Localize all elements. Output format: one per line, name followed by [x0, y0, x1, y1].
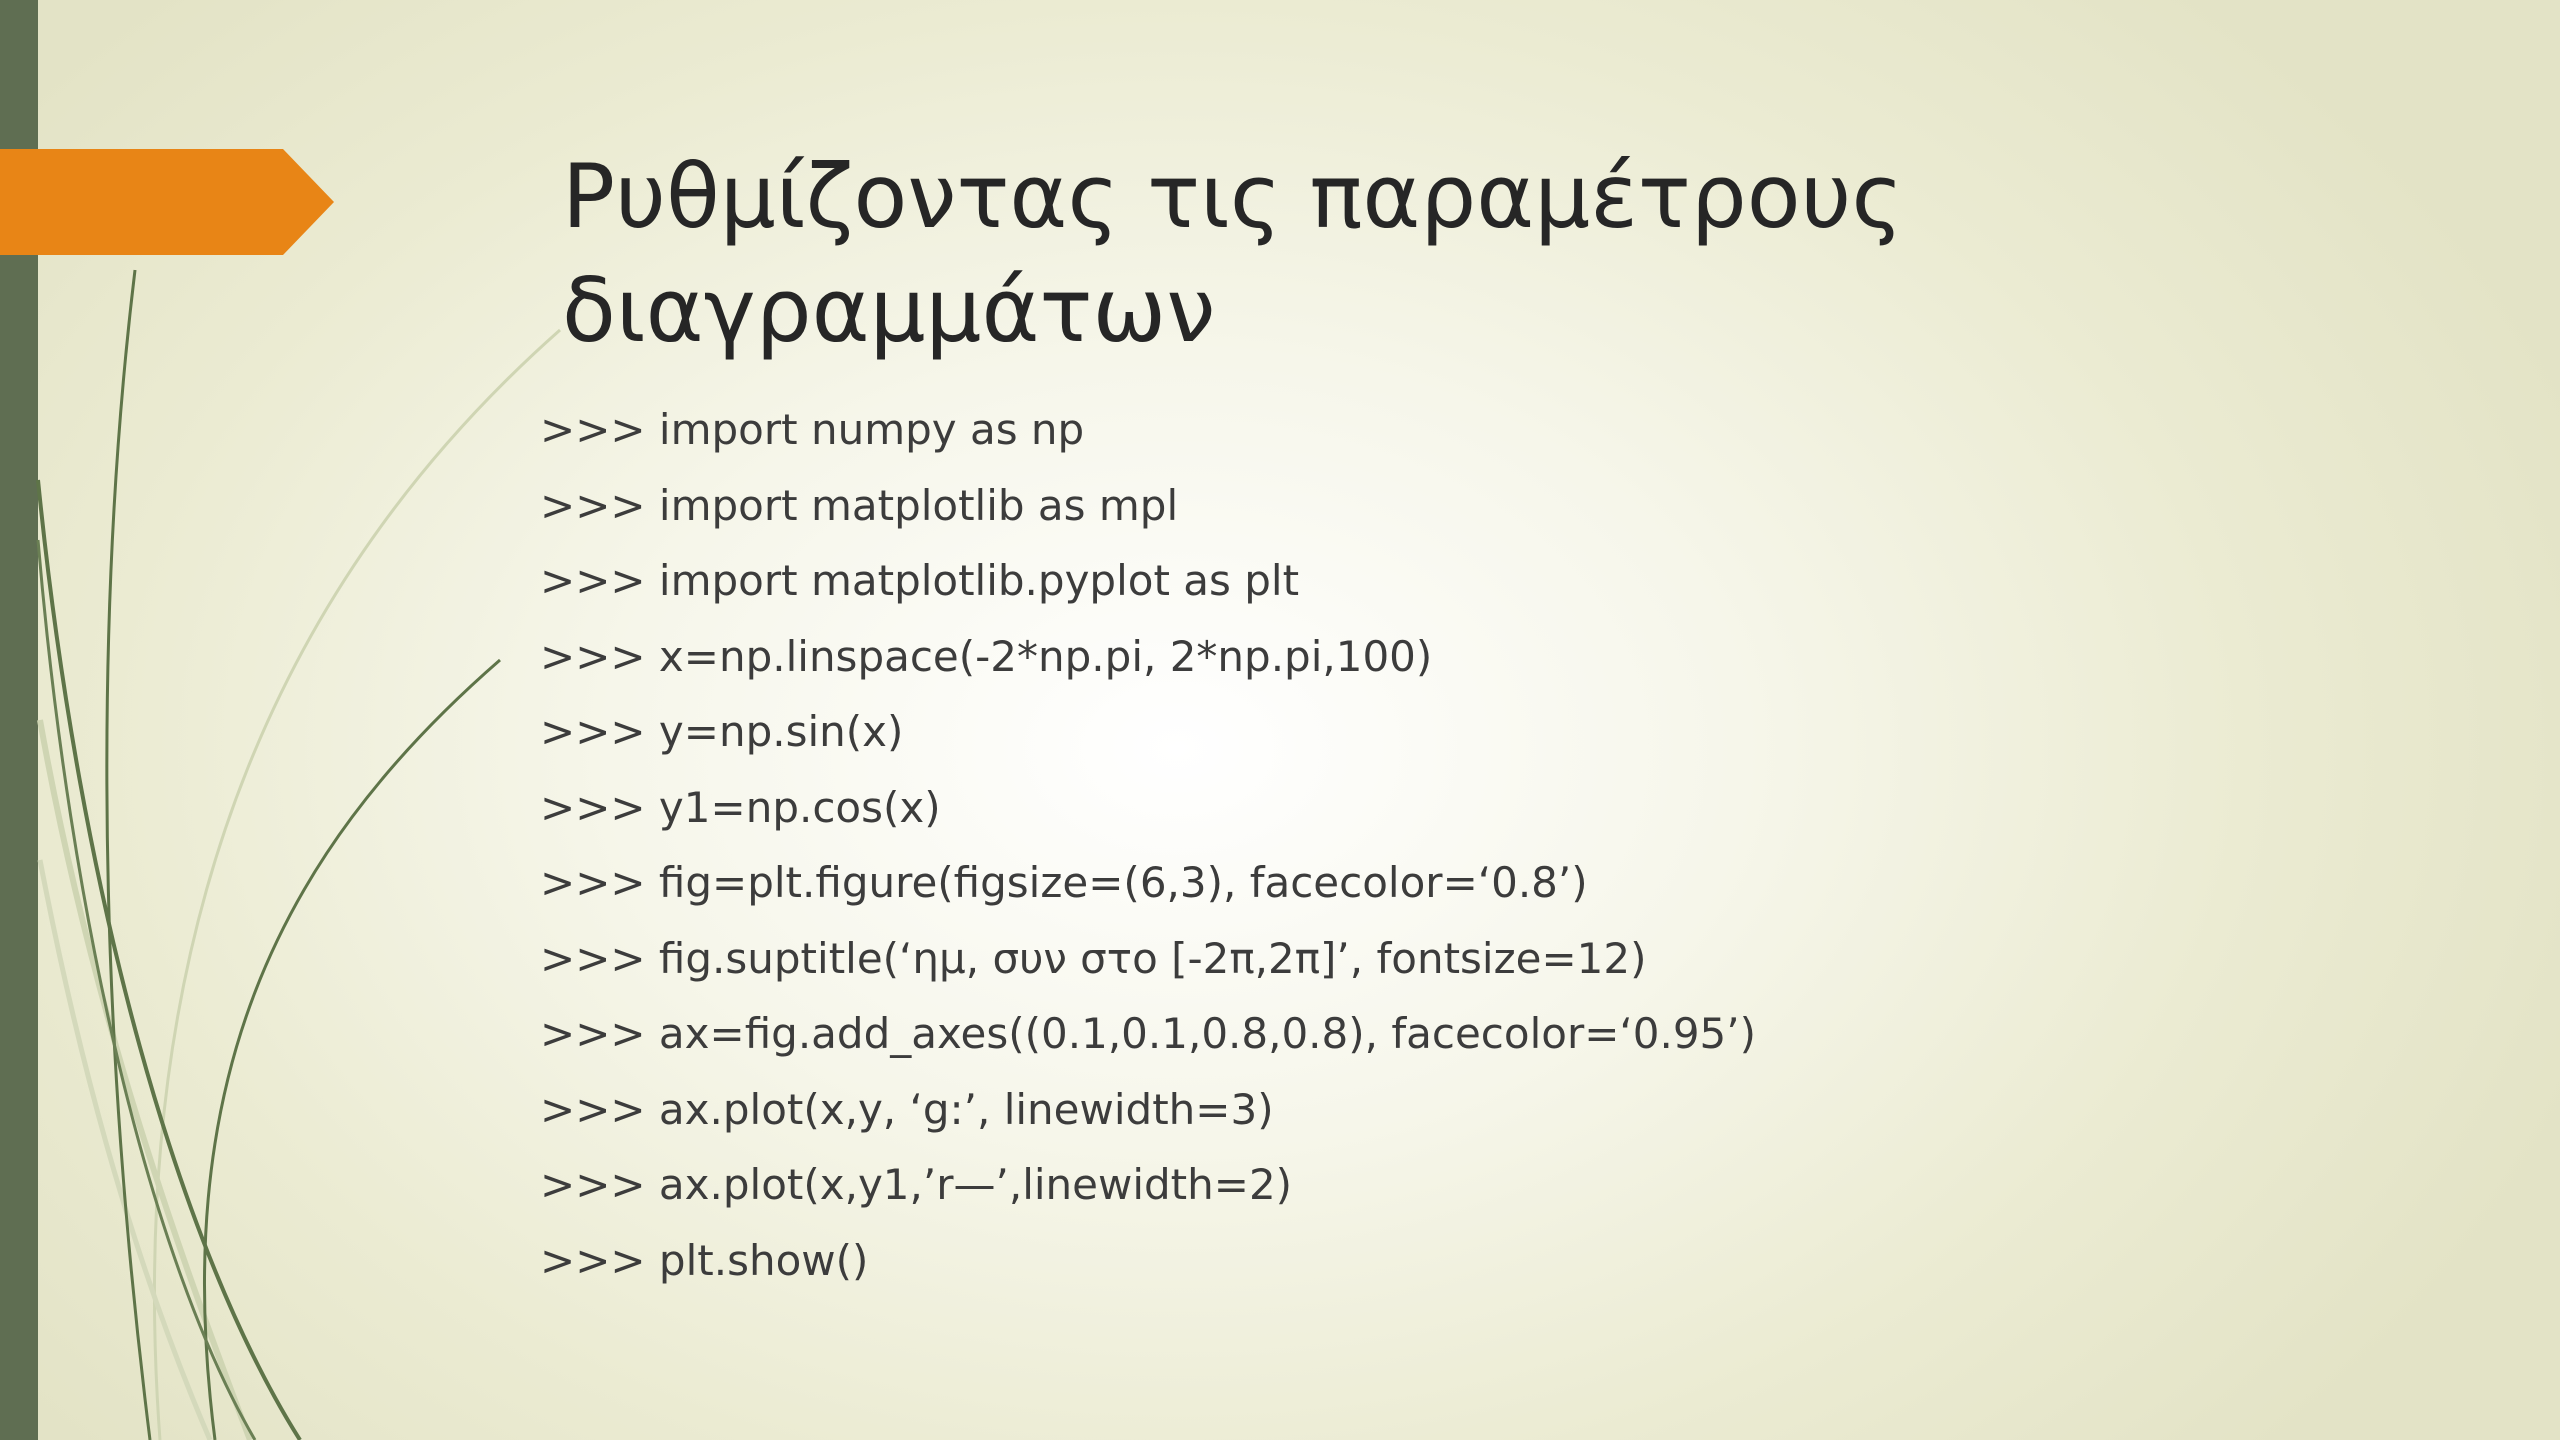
- code-line: >>> plt.show(): [540, 1235, 869, 1285]
- code-line: >>> ax.plot(x,y, ‘g:’, linewidth=3): [540, 1084, 1274, 1134]
- code-line: >>> y1=np.cos(x): [540, 782, 941, 832]
- code-lines-list: [540, 398, 1756, 1304]
- slide-title-line-1: Ρυθμίζοντας τις παραμέτρους: [562, 145, 1904, 248]
- code-line: >>> import numpy as np: [540, 405, 1085, 454]
- orange-arrow-icon: [0, 0, 340, 260]
- slide-title-line-2: διαγραμμάτων: [562, 259, 1216, 362]
- code-line: >>> ax=fig.add_axes((0.1,0.1,0.8,0.8), facecolor=‘0.95’): [540, 1009, 1757, 1058]
- code-line: >>> fig=plt.figure(figsize=(6,3), facecolor=‘0.8’): [540, 858, 1588, 907]
- code-line: >>> ax.plot(x,y1,’r—’,linewidth=2): [540, 1160, 1293, 1209]
- code-line: >>> fig.suptitle(‘ημ, συν στο [-2π,2π]’, fontsize=12): [540, 933, 1647, 983]
- code-line: >>> y=np.sin(x): [540, 707, 904, 756]
- slide-title: [562, 140, 2462, 368]
- code-line: >>> import matplotlib.pyplot as plt: [540, 556, 1300, 605]
- code-line: >>> import matplotlib as mpl: [540, 480, 1179, 530]
- code-line: >>> x=np.linspace(-2*np.pi, 2*np.pi,100): [540, 631, 1433, 681]
